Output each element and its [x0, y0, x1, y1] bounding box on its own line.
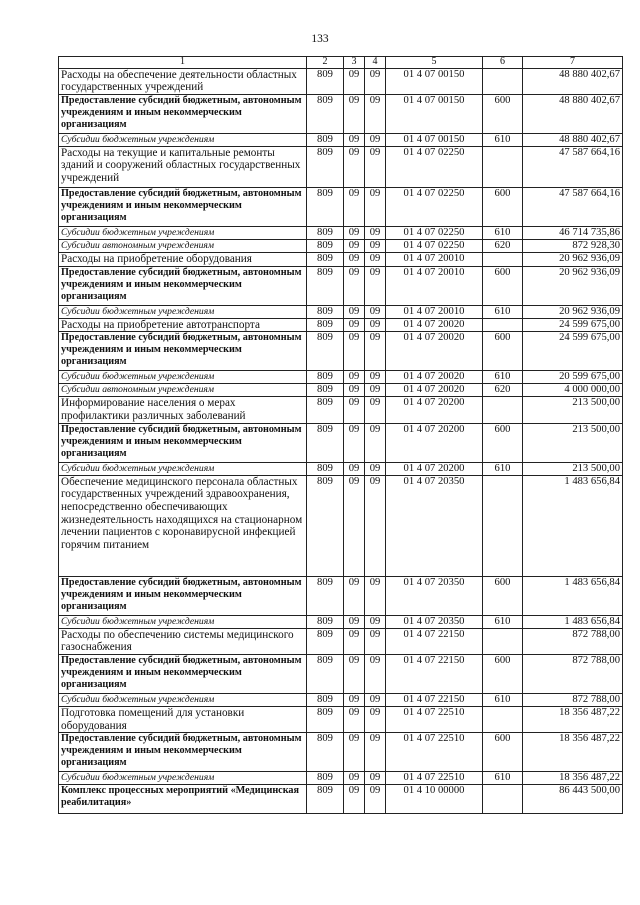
section-code: 09: [344, 655, 365, 694]
subsection-code: 09: [365, 733, 386, 772]
subsection-code: 09: [365, 133, 386, 146]
expense-type-code: 600: [483, 733, 523, 772]
amount: 18 356 487,22: [523, 733, 623, 772]
table-row: [59, 707, 623, 733]
ved-code: 809: [307, 576, 344, 615]
section-code: 09: [344, 576, 365, 615]
ved-code: 809: [307, 332, 344, 371]
section-code: 09: [344, 707, 365, 733]
target-article-code: 01 4 07 02250: [386, 226, 483, 239]
table-row: [59, 475, 623, 576]
subsection-code: 09: [365, 785, 386, 814]
table-row: [59, 305, 623, 318]
amount: 1 483 656,84: [523, 615, 623, 628]
subsection-code: 09: [365, 615, 386, 628]
amount: 213 500,00: [523, 462, 623, 475]
subsection-code: 09: [365, 655, 386, 694]
expense-type-code: [483, 146, 523, 187]
ved-code: 809: [307, 462, 344, 475]
table-row: [59, 252, 623, 266]
expense-type-code: [483, 707, 523, 733]
header-cell: 6: [483, 57, 523, 69]
section-code: 09: [344, 384, 365, 397]
row-name: Субсидии бюджетным учреждениям: [59, 615, 307, 628]
amount: 872 788,00: [523, 655, 623, 694]
row-name: Подготовка помещений для установки оборудования: [59, 707, 307, 733]
amount: 872 788,00: [523, 628, 623, 654]
expense-type-code: 610: [483, 133, 523, 146]
target-article-code: 01 4 07 22150: [386, 628, 483, 654]
target-article-code: 01 4 07 20020: [386, 332, 483, 371]
header-cell: 2: [307, 57, 344, 69]
table-row: [59, 462, 623, 475]
amount: 872 928,30: [523, 239, 623, 252]
target-article-code: 01 4 07 02250: [386, 239, 483, 252]
expense-type-code: 600: [483, 423, 523, 462]
ved-code: 809: [307, 305, 344, 318]
section-code: 09: [344, 252, 365, 266]
section-code: 09: [344, 133, 365, 146]
ved-code: 809: [307, 785, 344, 814]
ved-code: 809: [307, 266, 344, 305]
ved-code: 809: [307, 423, 344, 462]
expense-type-code: 610: [483, 462, 523, 475]
ved-code: 809: [307, 68, 344, 94]
header-cell: 5: [386, 57, 483, 69]
target-article-code: 01 4 07 20020: [386, 371, 483, 384]
row-name: Расходы на текущие и капитальные ремонты зданий и сооружений областных государственных учреждений: [59, 146, 307, 187]
expense-type-code: 610: [483, 226, 523, 239]
section-code: 09: [344, 733, 365, 772]
table-row: [59, 628, 623, 654]
amount: 48 880 402,67: [523, 68, 623, 94]
target-article-code: 01 4 07 22510: [386, 707, 483, 733]
row-name: Предоставление субсидий бюджетным, автономным учреждениям и иным некоммерческим организациям: [59, 655, 307, 694]
ved-code: 809: [307, 628, 344, 654]
section-code: 09: [344, 371, 365, 384]
expense-type-code: 600: [483, 266, 523, 305]
table-row: [59, 785, 623, 814]
amount: 24 599 675,00: [523, 332, 623, 371]
amount: 46 714 735,86: [523, 226, 623, 239]
section-code: 09: [344, 266, 365, 305]
subsection-code: 09: [365, 475, 386, 576]
table-row: [59, 397, 623, 423]
table-row: [59, 94, 623, 133]
table-row: [59, 772, 623, 785]
subsection-code: 09: [365, 576, 386, 615]
amount: 48 880 402,67: [523, 94, 623, 133]
subsection-code: 09: [365, 68, 386, 94]
ved-code: 809: [307, 187, 344, 226]
row-name: Субсидии бюджетным учреждениям: [59, 694, 307, 707]
row-name: Субсидии автономным учреждениям: [59, 384, 307, 397]
amount: 47 587 664,16: [523, 146, 623, 187]
amount: 1 483 656,84: [523, 475, 623, 576]
table-row: [59, 615, 623, 628]
row-name: Субсидии автономным учреждениям: [59, 239, 307, 252]
table-row: [59, 68, 623, 94]
section-code: 09: [344, 318, 365, 332]
target-article-code: 01 4 07 22510: [386, 733, 483, 772]
table-row: [59, 655, 623, 694]
target-article-code: 01 4 07 20010: [386, 266, 483, 305]
amount: 48 880 402,67: [523, 133, 623, 146]
header-cell: 3: [344, 57, 365, 69]
section-code: 09: [344, 615, 365, 628]
amount: 20 962 936,09: [523, 252, 623, 266]
expense-type-code: [483, 318, 523, 332]
target-article-code: 01 4 07 02250: [386, 187, 483, 226]
amount: 20 962 936,09: [523, 266, 623, 305]
amount: 24 599 675,00: [523, 318, 623, 332]
target-article-code: 01 4 07 20200: [386, 423, 483, 462]
row-name: Субсидии бюджетным учреждениям: [59, 305, 307, 318]
amount: 872 788,00: [523, 694, 623, 707]
expense-type-code: 610: [483, 371, 523, 384]
expense-type-code: 600: [483, 94, 523, 133]
target-article-code: 01 4 07 20010: [386, 305, 483, 318]
amount: 47 587 664,16: [523, 187, 623, 226]
table-header-row: [59, 57, 623, 69]
expense-type-code: [483, 397, 523, 423]
section-code: 09: [344, 94, 365, 133]
ved-code: 809: [307, 94, 344, 133]
target-article-code: 01 4 07 02250: [386, 146, 483, 187]
row-name: Обеспечение медицинского персонала областных государственных учреждений здравоохранения, непосредственно обеспечивающих жизнедеятельность находящихся на стационарном лечении пациентов с коронавирусной инфекцией горячим питанием: [59, 475, 307, 576]
expense-type-code: 620: [483, 239, 523, 252]
section-code: 09: [344, 397, 365, 423]
subsection-code: 09: [365, 252, 386, 266]
target-article-code: 01 4 07 20200: [386, 397, 483, 423]
header-cell: 4: [365, 57, 386, 69]
subsection-code: 09: [365, 371, 386, 384]
target-article-code: 01 4 07 00150: [386, 68, 483, 94]
ved-code: 809: [307, 226, 344, 239]
expense-type-code: 600: [483, 655, 523, 694]
header-cell: 7: [523, 57, 623, 69]
target-article-code: 01 4 07 00150: [386, 133, 483, 146]
subsection-code: 09: [365, 226, 386, 239]
section-code: 09: [344, 68, 365, 94]
target-article-code: 01 4 07 20350: [386, 475, 483, 576]
table-row: [59, 146, 623, 187]
table-row: [59, 332, 623, 371]
subsection-code: 09: [365, 628, 386, 654]
subsection-code: 09: [365, 707, 386, 733]
amount: 86 443 500,00: [523, 785, 623, 814]
table-row: [59, 133, 623, 146]
subsection-code: 09: [365, 384, 386, 397]
row-name: Расходы на приобретение оборудования: [59, 252, 307, 266]
row-name: Субсидии бюджетным учреждениям: [59, 133, 307, 146]
target-article-code: 01 4 07 20020: [386, 384, 483, 397]
expense-type-code: 600: [483, 576, 523, 615]
expense-type-code: [483, 252, 523, 266]
expense-type-code: 610: [483, 694, 523, 707]
ved-code: 809: [307, 239, 344, 252]
row-name: Субсидии бюджетным учреждениям: [59, 226, 307, 239]
table-row: [59, 423, 623, 462]
section-code: 09: [344, 785, 365, 814]
subsection-code: 09: [365, 423, 386, 462]
table-row: [59, 371, 623, 384]
row-name: Предоставление субсидий бюджетным, автономным учреждениям и иным некоммерческим организациям: [59, 266, 307, 305]
target-article-code: 01 4 10 00000: [386, 785, 483, 814]
table-row: [59, 187, 623, 226]
target-article-code: 01 4 07 22150: [386, 694, 483, 707]
row-name: Субсидии бюджетным учреждениям: [59, 772, 307, 785]
row-name: Информирование населения о мерах профилактики различных заболеваний: [59, 397, 307, 423]
subsection-code: 09: [365, 266, 386, 305]
amount: 213 500,00: [523, 397, 623, 423]
table-row: [59, 226, 623, 239]
amount: 213 500,00: [523, 423, 623, 462]
ved-code: 809: [307, 772, 344, 785]
subsection-code: 09: [365, 239, 386, 252]
amount: 20 599 675,00: [523, 371, 623, 384]
row-name: Расходы по обеспечению системы медицинского газоснабжения: [59, 628, 307, 654]
target-article-code: 01 4 07 22150: [386, 655, 483, 694]
expense-type-code: 610: [483, 615, 523, 628]
expense-type-code: [483, 785, 523, 814]
target-article-code: 01 4 07 20350: [386, 576, 483, 615]
subsection-code: 09: [365, 462, 386, 475]
row-name: Предоставление субсидий бюджетным, автономным учреждениям и иным некоммерческим организациям: [59, 733, 307, 772]
section-code: 09: [344, 694, 365, 707]
section-code: 09: [344, 462, 365, 475]
table-row: [59, 576, 623, 615]
amount: 18 356 487,22: [523, 772, 623, 785]
section-code: 09: [344, 772, 365, 785]
row-name: Предоставление субсидий бюджетным, автономным учреждениям и иным некоммерческим организациям: [59, 576, 307, 615]
target-article-code: 01 4 07 20350: [386, 615, 483, 628]
section-code: 09: [344, 146, 365, 187]
ved-code: 809: [307, 694, 344, 707]
row-name: Субсидии бюджетным учреждениям: [59, 371, 307, 384]
ved-code: 809: [307, 252, 344, 266]
row-name: Комплекс процессных мероприятий «Медицинская реабилитация»: [59, 785, 307, 814]
expense-type-code: [483, 68, 523, 94]
table-row: [59, 694, 623, 707]
subsection-code: 09: [365, 694, 386, 707]
subsection-code: 09: [365, 318, 386, 332]
row-name: Предоставление субсидий бюджетным, автономным учреждениям и иным некоммерческим организациям: [59, 332, 307, 371]
table-row: [59, 239, 623, 252]
ved-code: 809: [307, 397, 344, 423]
target-article-code: 01 4 07 20010: [386, 252, 483, 266]
amount: 4 000 000,00: [523, 384, 623, 397]
ved-code: 809: [307, 371, 344, 384]
amount: 1 483 656,84: [523, 576, 623, 615]
expense-type-code: 610: [483, 305, 523, 318]
subsection-code: 09: [365, 397, 386, 423]
section-code: 09: [344, 239, 365, 252]
section-code: 09: [344, 423, 365, 462]
ved-code: 809: [307, 318, 344, 332]
expense-type-code: 610: [483, 772, 523, 785]
ved-code: 809: [307, 133, 344, 146]
section-code: 09: [344, 475, 365, 576]
subsection-code: 09: [365, 772, 386, 785]
row-name: Предоставление субсидий бюджетным, автономным учреждениям и иным некоммерческим организациям: [59, 94, 307, 133]
ved-code: 809: [307, 615, 344, 628]
amount: 18 356 487,22: [523, 707, 623, 733]
header-cell: 1: [59, 57, 307, 69]
amount: 20 962 936,09: [523, 305, 623, 318]
section-code: 09: [344, 628, 365, 654]
target-article-code: 01 4 07 22510: [386, 772, 483, 785]
table-row: [59, 266, 623, 305]
expense-type-code: 600: [483, 187, 523, 226]
ved-code: 809: [307, 655, 344, 694]
section-code: 09: [344, 187, 365, 226]
table-row: [59, 733, 623, 772]
row-name: Предоставление субсидий бюджетным, автономным учреждениям и иным некоммерческим организациям: [59, 423, 307, 462]
expense-type-code: 620: [483, 384, 523, 397]
expense-type-code: [483, 475, 523, 576]
row-name: Субсидии бюджетным учреждениям: [59, 462, 307, 475]
ved-code: 809: [307, 475, 344, 576]
table-row: [59, 318, 623, 332]
target-article-code: 01 4 07 00150: [386, 94, 483, 133]
expense-type-code: 600: [483, 332, 523, 371]
ved-code: 809: [307, 146, 344, 187]
subsection-code: 09: [365, 146, 386, 187]
ved-code: 809: [307, 733, 344, 772]
subsection-code: 09: [365, 305, 386, 318]
table-row: [59, 384, 623, 397]
row-name: Предоставление субсидий бюджетным, автономным учреждениям и иным некоммерческим организациям: [59, 187, 307, 226]
subsection-code: 09: [365, 332, 386, 371]
subsection-code: 09: [365, 187, 386, 226]
subsection-code: 09: [365, 94, 386, 133]
row-name: Расходы на обеспечение деятельности областных государственных учреждений: [59, 68, 307, 94]
target-article-code: 01 4 07 20200: [386, 462, 483, 475]
row-name: Расходы на приобретение автотранспорта: [59, 318, 307, 332]
section-code: 09: [344, 305, 365, 318]
budget-table: [58, 56, 623, 814]
expense-type-code: [483, 628, 523, 654]
target-article-code: 01 4 07 20020: [386, 318, 483, 332]
section-code: 09: [344, 332, 365, 371]
section-code: 09: [344, 226, 365, 239]
page-number: 133: [311, 33, 329, 45]
ved-code: 809: [307, 707, 344, 733]
ved-code: 809: [307, 384, 344, 397]
